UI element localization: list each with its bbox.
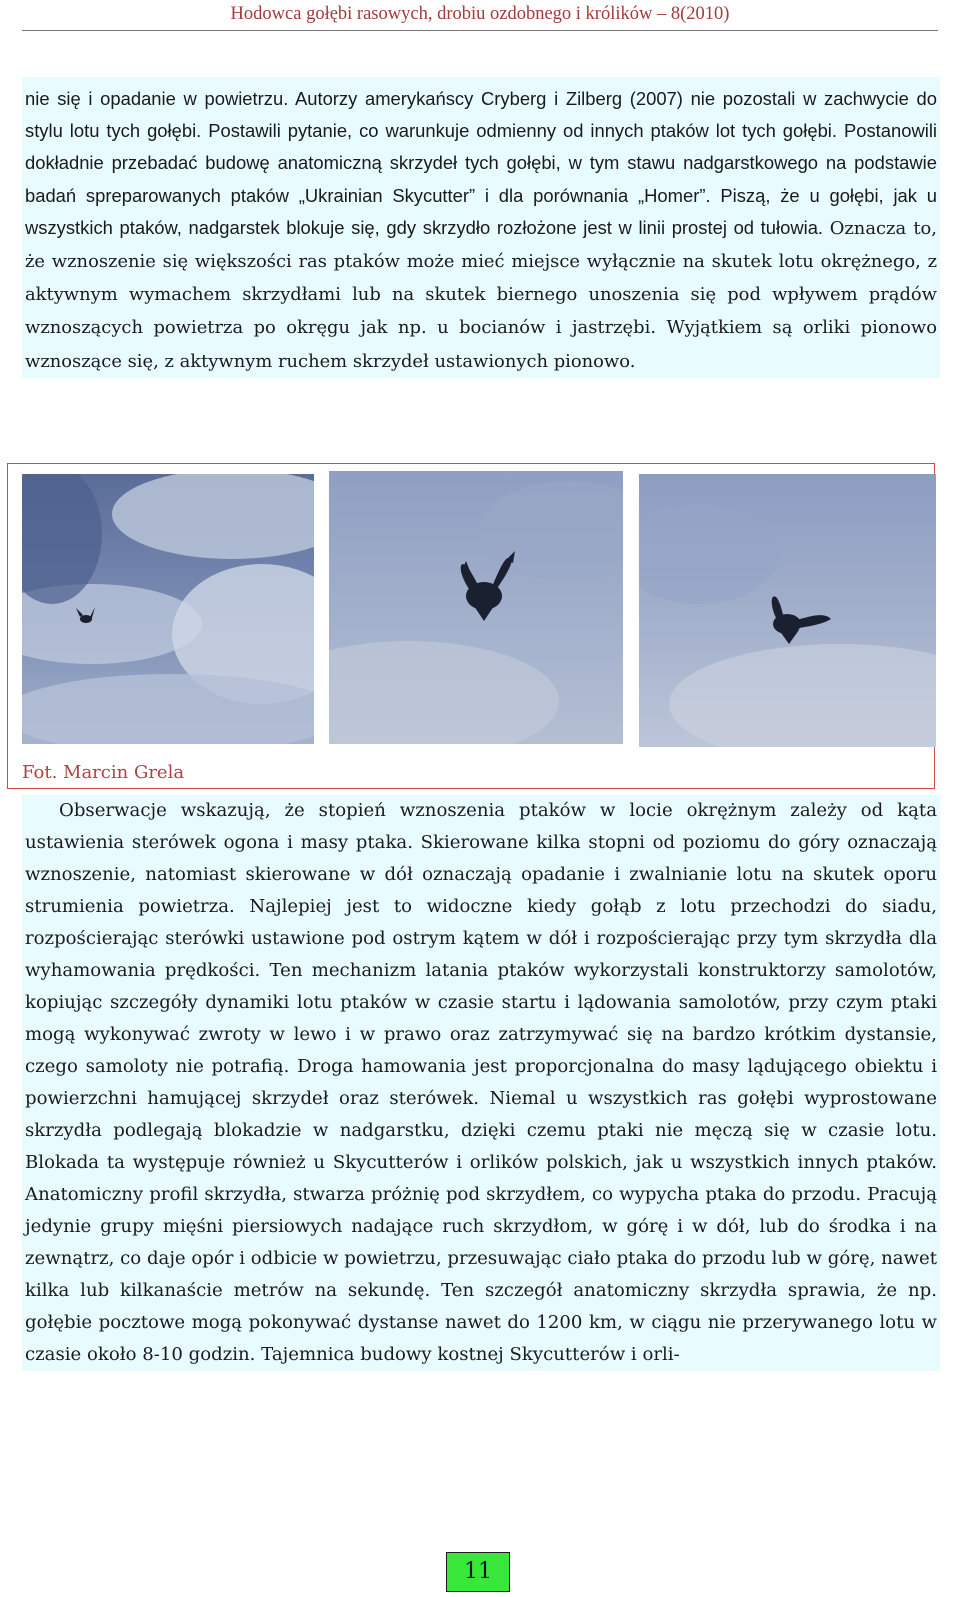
photo-caption: Fot. Marcin Grela [22, 762, 185, 783]
paragraph-main [22, 795, 940, 1371]
page-number: 11 [446, 1552, 510, 1592]
photo-bird-wings-spread [639, 474, 936, 747]
paragraph-main-text: Obserwacje wskazują, że stopień wznoszenia ptaków w locie okrężnym zależy od kąta ustawienia sterówek ogona i masy ptaka. Skierowane kilka stopni od poziomu do góry oznaczają wznoszenie, natomiast skierowane w dół oznaczają opadanie i zwalnianie lotu na skutek oporu strumienia powietrza. Najlepiej jest to widoczne kiedy gołąb z lotu przechodzi do siadu, rozpościerając sterówki ustawione pod ostrym kątem w dół i rozpościerając przy tym skrzydła dla wyhamowania prędkości. Ten mechanizm latania ptaków wykorzystali konstruktorzy samolotów, kopiując szczegóły dynamiki lotu ptaków w czasie startu i lądowania samolotów, przy czym ptaki mogą wykonywać zwroty w lewo i w prawo oraz zatrzymywać się na bardzo krótkim dystansie, czego samoloty nie potrafią. Droga hamowania jest proporcjonalna do masy lądującego obiektu i powierzchni hamującej skrzydeł oraz sterówek. Niemal u wszystkich ras gołębi wyprostowane skrzydła podlegają blokadzie w nadgarstku, dzięki czemu ptaki nie męczą się w czasie lotu. Blokada ta występuje również u Skycutterów i orlików polskich, jak u wszystkich innych ptaków. Anatomiczny profil skrzydła, stwarza próżnię pod skrzydłem, co wypycha ptaka do przodu. Pracują jedynie grupy mięśni piersiowych nadające ruch skrzydłom, w górę i w dół, lub do środka i na zewnątrz, co daje opór i odbicie w powietrzu, przesuwając ciało ptaka do przodu lub w górę, nawet kilka lub kilkanaście metrów na sekundę. Ten szczegół anatomiczny skrzydła sprawia, że np. gołębie pocztowe mogą pokonywać dystanse nawet do 1200 km, w ciągu nie przerywanego lotu w czasie około 8-10 godzin. Tajemnica budowy kostnej Skycutterów i orli- [25, 800, 937, 1365]
photo-bird-wings-up [329, 471, 623, 744]
paragraph-top-serif-text: Oznacza to, że wznoszenie się większości ras ptaków może mieć miejsce wyłącznie na skutek lotu okrężnego, z aktywnym wymachem skrzydłami lub na skutek biernego unoszenia się pod wpływem prądów wznoszących powietrza po okręgu jak np. u bocianów i jastrzębi. Wyjątkiem są orliki pionowo wznoszące się, z aktywnym ruchem skrzydeł ustawionych pionowo. [25, 217, 937, 372]
photo-bird-distant [22, 474, 314, 744]
header-divider [22, 30, 938, 31]
paragraph-top-sans-text: nie się i opadanie w powietrzu. Autorzy amerykańscy Cryberg i Zilberg (2007) nie pozostali w zachwycie do stylu lotu tych gołębi. Postawili pytanie, co warunkuje odmienny od innych ptaków lot tych gołębi. Postanowili dokładnie przebadać budowę anatomiczną skrzydeł tych gołębi, w tym stawu nadgarstkowego na podstawie badań spreparowanych ptaków „Ukrainian Skycutter” i dla porównania „Homer”. Piszą, że u gołębi, jak u wszystkich ptaków, nadgarstek blokuje się, gdy skrzydło rozłożone jest w linii prostej od tułowia. [25, 88, 937, 238]
running-header: Hodowca gołębi rasowych, drobiu ozdobnego i królików – 8(2010) [230, 4, 730, 24]
paragraph-top [22, 77, 940, 378]
